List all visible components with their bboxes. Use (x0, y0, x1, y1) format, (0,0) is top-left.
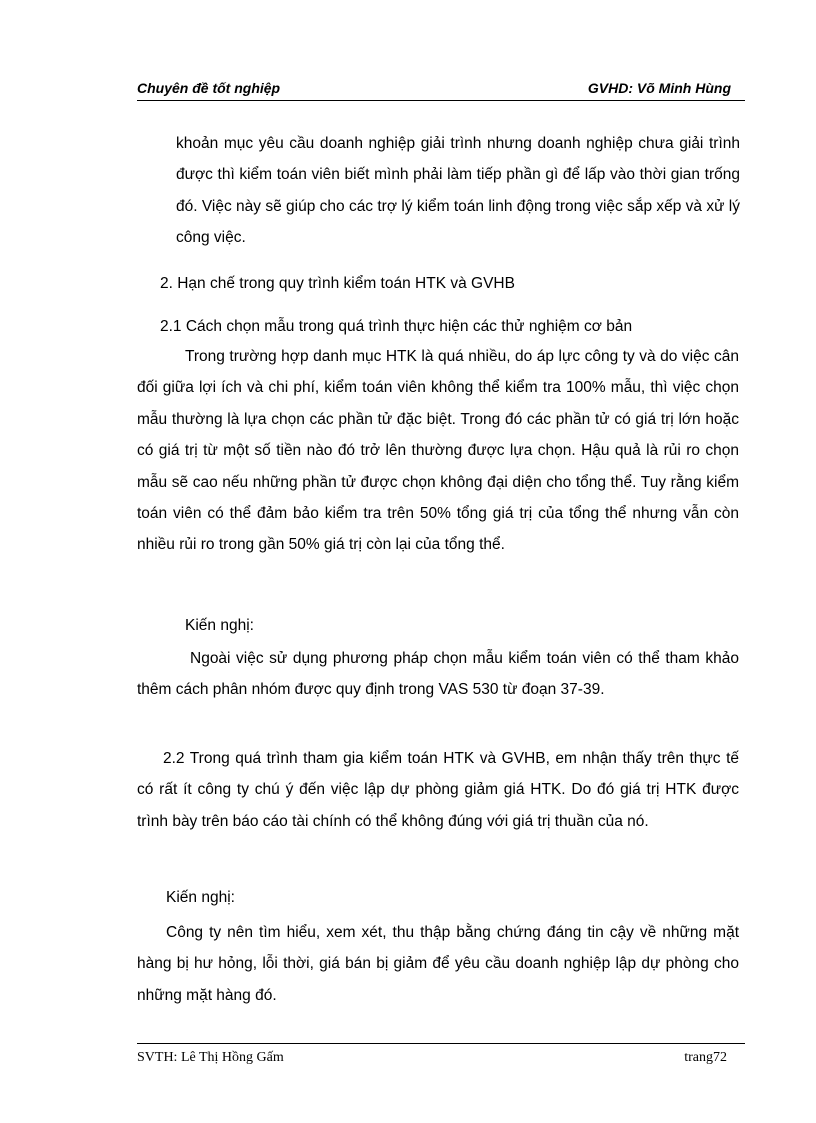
subsection-heading-2-1: 2.1 Cách chọn mẫu trong quá trình thực hiện các thử nghiệm cơ bản (160, 318, 633, 335)
paragraph-recommendation-2: Công ty nên tìm hiểu, xem xét, thu thập bằng chứng đáng tin cậy về những mặt hàng bị hư hỏng, lỗi thời, giá bán bị giảm để yêu cầu doanh nghiệp lập dự phòng cho những mặt hàng đó. (137, 924, 739, 1004)
section-heading-2: 2. Hạn chế trong quy trình kiểm toán HTK và GVHB (160, 275, 515, 292)
paragraph-2-2: 2.2 Trong quá trình tham gia kiểm toán HTK và GVHB, em nhận thấy trên thực tế có rất ít công ty chú ý đến việc lập dự phòng giảm giá HTK. Do đó giá trị HTK được trình bày trên báo cáo tài chính có thể không đúng với giá trị thuần của nó. (137, 750, 739, 830)
recommendation-label-1: Kiến nghị: (185, 617, 254, 634)
page-footer (137, 1050, 727, 1070)
footer-student: SVTH: Lê Thị Hồng Gấm (137, 1050, 284, 1065)
footer-divider (137, 1043, 745, 1044)
paragraph-recommendation-1: Ngoài việc sử dụng phương pháp chọn mẫu kiểm toán viên có thể tham khảo thêm cách phân nhóm được quy định trong VAS 530 từ đoạn 37-39. (137, 650, 739, 699)
page-number: trang72 (684, 1050, 727, 1065)
page-header (137, 80, 745, 101)
paragraph-continuation: khoản mục yêu cầu doanh nghiệp giải trình nhưng doanh nghiệp chưa giải trình được thì kiểm toán viên biết mình phải làm tiếp phần gì để lấp vào thời gian trống đó. Việc này sẽ giúp cho các trợ lý kiểm toán linh động trong việc sắp xếp và xử lý công việc. (176, 135, 740, 247)
header-title: Chuyên đề tốt nghiệp (137, 80, 281, 96)
recommendation-label-2: Kiến nghị: (166, 889, 235, 906)
paragraph-sampling: Trong trường hợp danh mục HTK là quá nhiều, do áp lực công ty và do việc cân đối giữa lợi ích và chi phí, kiểm toán viên không thể kiểm tra 100% mẫu, thì việc chọn mẫu thường là lựa chọn các phần tử đặc biệt. Trong đó các phần tử có giá trị lớn hoặc có giá trị từ một số tiền nào đó trở lên thường được lựa chọn. Hậu quả là rủi ro chọn mẫu sẽ cao nếu những phần tử được chọn không đại diện cho tổng thể. Tuy rằng kiểm toán viên có thể đảm bảo kiểm tra trên 50% tổng giá trị của tổng thể nhưng vẫn còn nhiều rủi ro trong gần 50% giá trị còn lại của tổng thể. (137, 348, 739, 554)
header-advisor: GVHD: Võ Minh Hùng (587, 80, 731, 96)
